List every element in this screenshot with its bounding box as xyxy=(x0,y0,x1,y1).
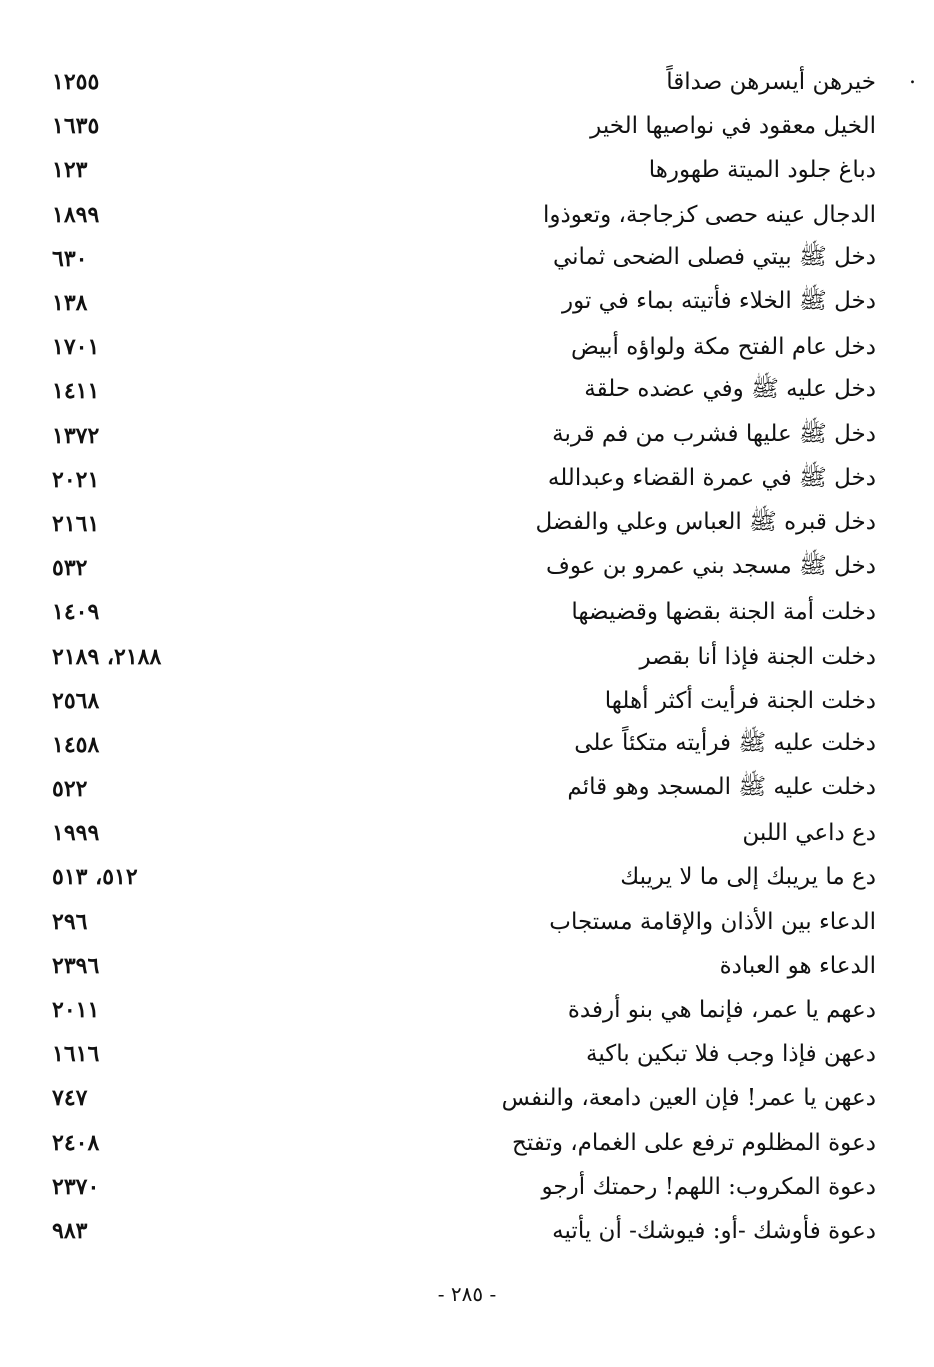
index-entry xyxy=(40,679,880,723)
index-entry xyxy=(40,369,880,413)
entry-reference-number: ٩٨٣ xyxy=(52,1217,88,1244)
entry-text: دعوة المظلوم ترفع على الغمام، وتفتح xyxy=(512,1129,876,1156)
entry-text: الدجال عينه حصى كزجاجة، وتعوذوا xyxy=(543,201,876,228)
entry-reference-number: ٢٣٩٦ xyxy=(52,952,100,979)
entry-text: دخلت الجنة فإذا أنا بقصر xyxy=(639,643,876,670)
page-number: - ٢٨٥ - xyxy=(437,1282,497,1306)
index-entry xyxy=(40,546,880,590)
index-entry xyxy=(40,1076,880,1120)
entry-reference-number: ١٤٥٨ xyxy=(52,731,100,758)
index-entry xyxy=(40,60,880,104)
entry-text: دع ما يريبك إلى ما لا يريبك xyxy=(620,864,876,891)
index-entry xyxy=(40,1209,880,1253)
entry-text: دخل ﷺ عليها فشرب من فم قربة xyxy=(552,420,876,447)
entry-reference-number: ١٦٣٥ xyxy=(52,113,100,140)
index-entry xyxy=(40,811,880,855)
index-entry xyxy=(40,855,880,899)
entry-reference-number: ١٣٨ xyxy=(52,290,88,317)
index-entry xyxy=(40,767,880,811)
entry-reference-number: ٢٤٠٨ xyxy=(52,1129,100,1156)
entry-text: دخلت أمة الجنة بقضها وقضيضها xyxy=(571,599,876,626)
entry-reference-number: ١٢٥٥ xyxy=(52,69,100,96)
entry-reference-number: ١٤١١ xyxy=(52,378,100,405)
entry-text: دخل قبره ﷺ العباس وعلي والفضل xyxy=(535,508,876,535)
index-entry xyxy=(40,1121,880,1165)
index-entry xyxy=(40,502,880,546)
entry-text: دباغ جلود الميتة طهورها xyxy=(648,157,876,184)
entry-reference-number: ١٤٠٩ xyxy=(52,599,100,626)
index-entry xyxy=(40,458,880,502)
index-entry xyxy=(40,900,880,944)
entry-reference-number: ١٣٧٢ xyxy=(52,422,100,449)
entry-reference-number: ٢٠١١ xyxy=(52,997,100,1024)
entry-reference-number: ٢٣٧٠ xyxy=(52,1173,100,1200)
index-entry xyxy=(40,104,880,148)
entry-reference-number: ٢٠٢١ xyxy=(52,466,100,493)
entry-reference-number: ٧٤٧ xyxy=(52,1085,88,1112)
entry-reference-number: ٦٣٠ xyxy=(52,245,88,272)
entry-text: دخل ﷺ بيتي فصلى الضحى ثماني xyxy=(552,243,876,270)
index-entry xyxy=(40,1032,880,1076)
entry-reference-number: ١٨٩٩ xyxy=(52,201,100,228)
entry-text: دعوة فأوشك -أو: فيوشك- أن يأتيه xyxy=(552,1217,876,1244)
entry-reference-number: ٥٣٢ xyxy=(52,555,88,582)
entry-reference-number: ١٢٣ xyxy=(52,157,88,184)
index-entry-list xyxy=(40,60,880,1253)
index-entry xyxy=(40,237,880,281)
entry-text: الدعاء بين الأذان والإقامة مستجاب xyxy=(549,908,876,935)
entry-reference-number: ٢١٨٨، ٢١٨٩ xyxy=(52,643,162,670)
margin-dot: . xyxy=(909,64,916,89)
entry-text: دعهم يا عمر، فإنما هي بنو أرفدة xyxy=(567,997,876,1024)
entry-reference-number: ٥٢٢ xyxy=(52,776,88,803)
entry-text: دخل ﷺ في عمرة القضاء وعبدالله xyxy=(547,464,876,491)
entry-reference-number: ١٦١٦ xyxy=(52,1041,100,1068)
entry-reference-number: ١٩٩٩ xyxy=(52,820,100,847)
index-entry xyxy=(40,325,880,369)
index-entry xyxy=(40,590,880,634)
entry-reference-number: ١٧٠١ xyxy=(52,334,100,361)
entry-text: دعهن فإذا وجب فلا تبكين باكية xyxy=(585,1041,876,1068)
entry-text: دخل ﷺ الخلاء فأتيته بماء في تور xyxy=(561,288,876,315)
entry-text: خيرهن أيسرهن صداقاً xyxy=(666,69,876,96)
entry-reference-number: ٥١٢، ٥١٣ xyxy=(52,864,138,891)
index-entry xyxy=(40,944,880,988)
entry-text: دع داعي اللبن xyxy=(742,820,876,847)
entry-text: دخلت الجنة فرأيت أكثر أهلها xyxy=(604,687,876,714)
entry-reference-number: ٢٥٦٨ xyxy=(52,687,100,714)
entry-reference-number: ٢١٦١ xyxy=(52,510,100,537)
entry-text: دخل عليه ﷺ وفي عضده حلقة xyxy=(584,376,876,403)
entry-text: دخلت عليه ﷺ فرأيته متكئاً على xyxy=(574,729,876,756)
entry-reference-number: ٢٩٦ xyxy=(52,908,88,935)
index-entry xyxy=(40,414,880,458)
entry-text: الخيل معقود في نواصيها الخير xyxy=(590,113,876,140)
index-entry xyxy=(40,988,880,1032)
entry-text: دعهن يا عمر! فإن العين دامعة، والنفس xyxy=(501,1085,876,1112)
index-entry xyxy=(40,193,880,237)
index-entry xyxy=(40,281,880,325)
index-entry xyxy=(40,148,880,192)
entry-text: الدعاء هو العبادة xyxy=(719,952,876,979)
entry-text: دخلت عليه ﷺ المسجد وهو قائم xyxy=(567,774,876,801)
index-entry xyxy=(40,1165,880,1209)
index-entry xyxy=(40,723,880,767)
entry-text: دعوة المكروب: اللهم! رحمتك أرجو xyxy=(541,1173,876,1200)
entry-text: دخل ﷺ مسجد بني عمرو بن عوف xyxy=(546,553,876,580)
entry-text: دخل عام الفتح مكة ولواؤه أبيض xyxy=(570,334,876,361)
index-entry xyxy=(40,634,880,678)
